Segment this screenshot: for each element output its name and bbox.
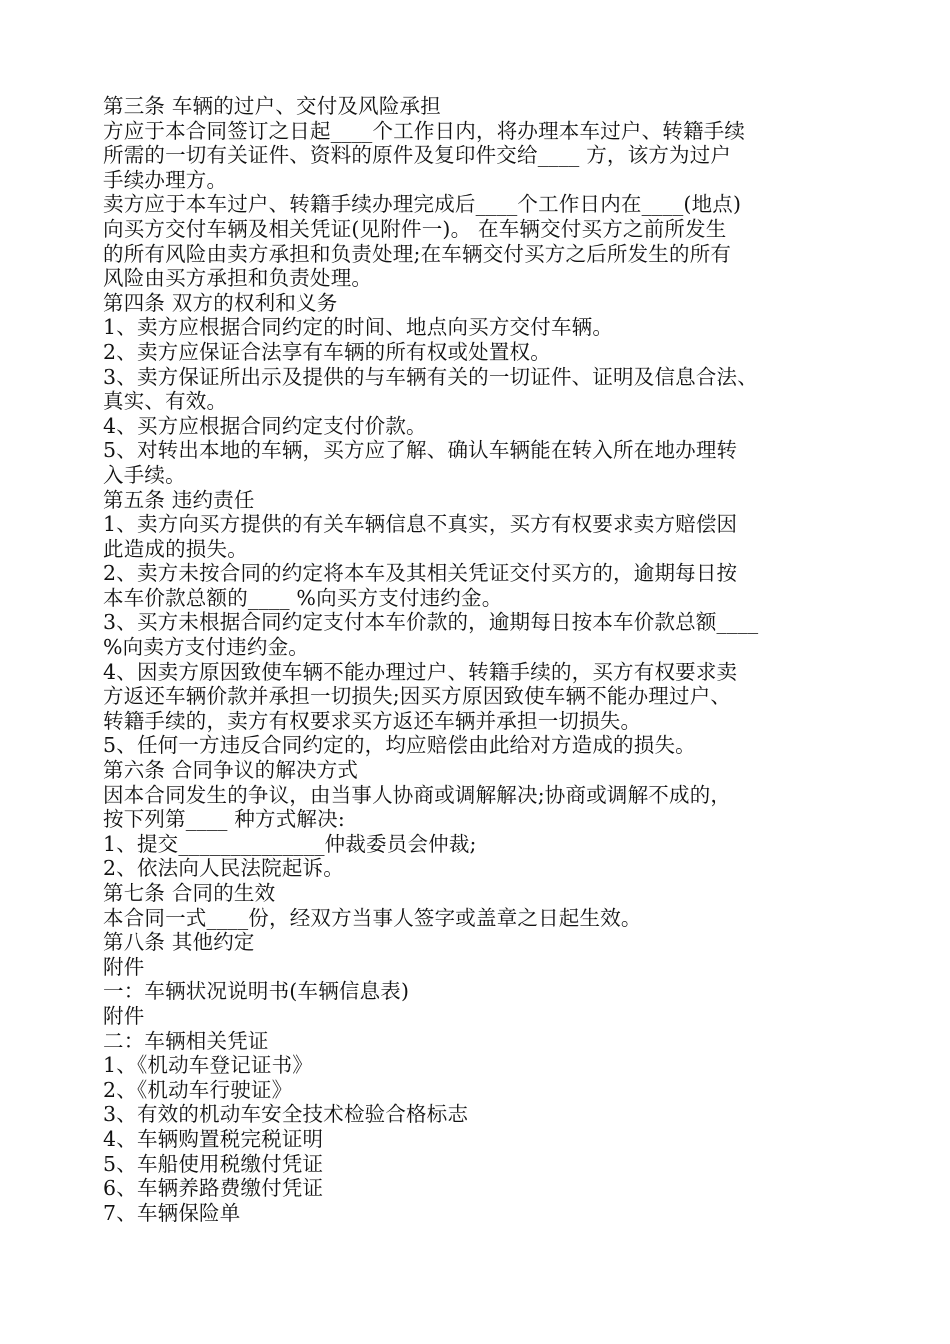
- attachment-1-title: 一：车辆状况说明书(车辆信息表): [103, 979, 410, 1004]
- text-line: 风险由买方承担和负责处理。: [103, 266, 373, 291]
- text-line: 1、卖方应根据合同约定的时间、地点向买方交付车辆。: [103, 315, 614, 340]
- article-3-heading: 第三条 车辆的过户、交付及风险承担: [103, 94, 441, 118]
- text-line: 此造成的损失。: [103, 536, 248, 561]
- list-item: 6、车辆养路费缴付凭证: [103, 1176, 324, 1201]
- attachment-label: 附件: [103, 954, 145, 979]
- text-line: 因本合同发生的争议，由当事人协商或调解解决;协商或调解不成的，: [103, 782, 732, 807]
- attachment-label: 附件: [103, 1003, 145, 1028]
- text-line: 3、卖方保证所出示及提供的与车辆有关的一切证件、证明及信息合法、: [103, 364, 758, 389]
- text-line: 3、买方未根据合同约定支付本车价款的，逾期每日按本车价款总额____: [103, 610, 759, 635]
- text-line: 2、卖方应保证合法享有车辆的所有权或处置权。: [103, 339, 551, 364]
- text-line: 按下列第____ 种方式解决:: [103, 807, 345, 832]
- text-line: 2、卖方未按合同的约定将本车及其相关凭证交付买方的，逾期每日按: [103, 561, 738, 586]
- article-4-heading: 第四条 双方的权利和义务: [103, 290, 338, 315]
- attachment-2-title: 二：车辆相关凭证: [103, 1028, 269, 1053]
- article-7-heading: 第七条 合同的生效: [103, 881, 276, 905]
- list-item: 3、有效的机动车安全技术检验合格标志: [103, 1102, 469, 1127]
- text-line: 1、提交______________仲裁委员会仲裁;: [103, 831, 477, 856]
- text-line: 5、对转出本地的车辆，买方应了解、确认车辆能在转入所在地办理转: [103, 438, 738, 463]
- text-line: 所需的一切有关证件、资料的原件及复印件交给____ 方，该方为过户: [103, 143, 732, 168]
- text-line: 转籍手续的，卖方有权要求买方返还车辆并承担一切损失。: [103, 708, 642, 733]
- text-line: 方返还车辆价款并承担一切损失;因买方原因致使车辆不能办理过户、: [103, 684, 732, 709]
- text-line: 真实、有效。: [103, 389, 228, 414]
- list-item: 1、《机动车登记证书》: [103, 1053, 313, 1078]
- article-8-heading: 第八条 其他约定: [103, 930, 255, 955]
- text-line: 4、买方应根据合同约定支付价款。: [103, 413, 427, 438]
- text-line: 4、因卖方原因致使车辆不能办理过户、转籍手续的，买方有权要求卖: [103, 659, 738, 684]
- article-6-heading: 第六条 合同争议的解决方式: [103, 758, 359, 783]
- text-line: 手续办理方。: [103, 167, 228, 192]
- article-5-heading: 第五条 违约责任: [103, 487, 255, 512]
- list-item: 2、《机动车行驶证》: [103, 1077, 293, 1102]
- text-line: 向买方交付车辆及相关凭证(见附件一)。 在车辆交付买方之前所发生: [103, 216, 727, 241]
- text-line: 5、任何一方违反合同约定的，均应赔偿由此给对方造成的损失。: [103, 733, 696, 758]
- text-line: 2、依法向人民法院起诉。: [103, 856, 344, 881]
- text-line: 入手续。: [103, 462, 186, 487]
- text-line: 本车价款总额的____ %向买方支付违约金。: [103, 585, 503, 610]
- list-item: 7、车辆保险单: [103, 1200, 241, 1225]
- text-line: 的所有风险由卖方承担和负责处理;在车辆交付买方之后所发生的所有: [103, 241, 732, 266]
- text-line: 卖方应于本车过户、转籍手续办理完成后____个工作日内在____(地点): [103, 192, 742, 217]
- text-line: %向卖方支付违约金。: [103, 635, 309, 660]
- text-line: 本合同一式____份，经双方当事人签字或盖章之日起生效。: [103, 905, 642, 930]
- document-page: [103, 94, 855, 1225]
- list-item: 4、车辆购置税完税证明: [103, 1126, 324, 1151]
- text-line: 1、卖方向买方提供的有关车辆信息不真实，买方有权要求卖方赔偿因: [103, 512, 738, 537]
- text-line: 方应于本合同签订之日起____个工作日内，将办理本车过户、转籍手续: [103, 118, 746, 143]
- list-item: 5、车船使用税缴付凭证: [103, 1151, 324, 1176]
